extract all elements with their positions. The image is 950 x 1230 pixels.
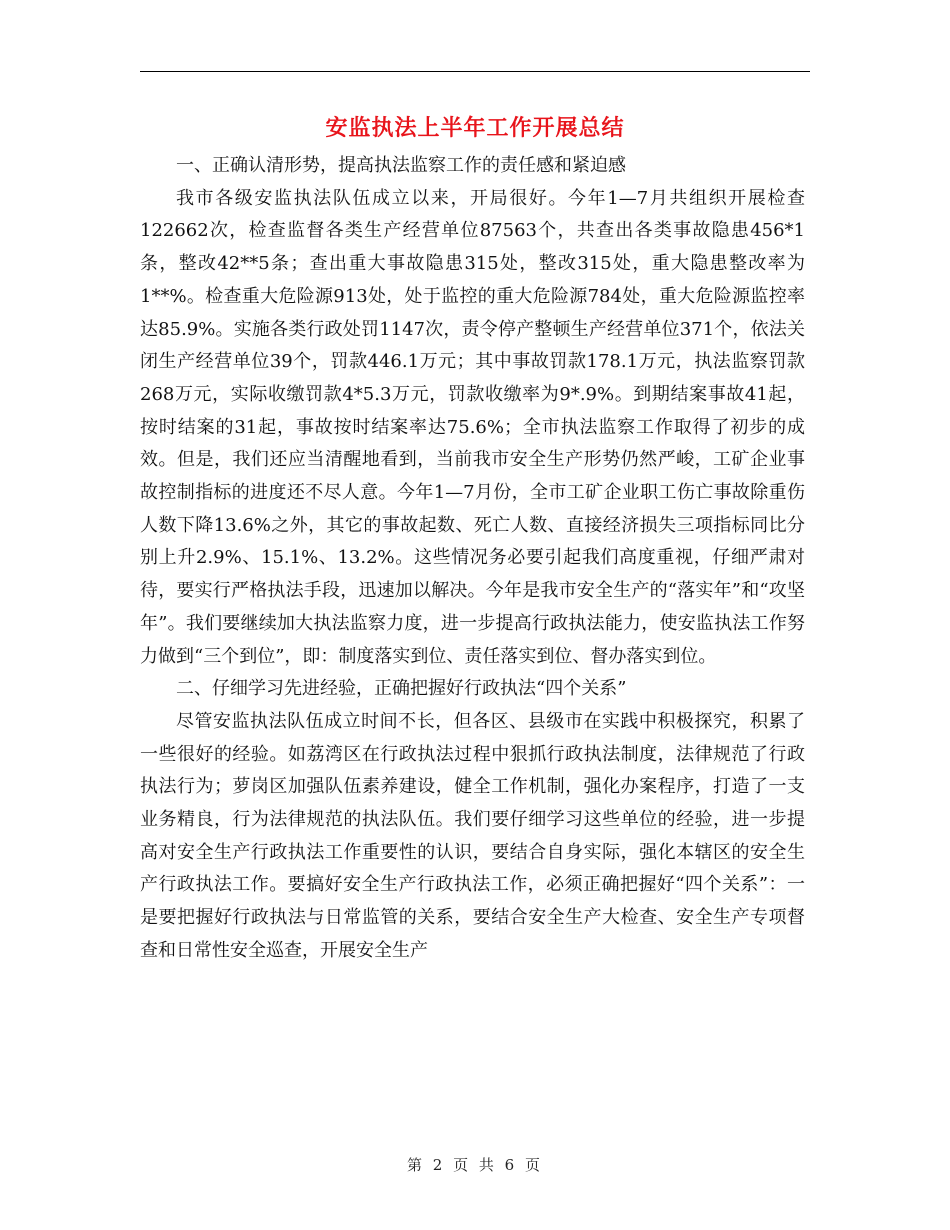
section-heading-1: 一、正确认清形势，提高执法监察工作的责任感和紧迫感: [176, 155, 626, 176]
header-rule: [140, 71, 810, 72]
paragraph-1: 我市各级安监执法队伍成立以来，开局很好。今年1—7月共组织开展检查122662次，检查监督各类生产经营单位87563个，共查出各类事故隐患456*1条，整改42**5条；查出重大事故隐患315处，整改315处，重大隐患整改率为1**%。检查重大危险源913处，处于监控的重大危险源784处，重大危险源监控率达85.9%。实施各类行政处罚1147次，责令停产整顿生产经营单位371个，依法关闭生产经营单位39个，罚款446.1万元；其中事故罚款178.1万元，执法监察罚款268万元，实际收缴罚款4*5.3万元，罚款收缴率为9*.9%。到期结案事故41起，按时结案的31起，事故按时结案率达75.6%；全市执法监察工作取得了初步的成效。但是，我们还应当清醒地看到，当前我市安全生产形势仍然严峻，工矿企业事故控制指标的进度还不尽人意。今年1—7月份，全市工矿企业职工伤亡事故除重伤人数下降13.6%之外，其它的事故起数、死亡人数、直接经济损失三项指标同比分别上升2.9%、15.1%、13.2%。这些情况务必要引起我们高度重视，仔细严肃对待，要实行严格执法手段，迅速加以解决。今年是我市安全生产的“落实年”和“攻坚年”。我们要继续加大执法监察力度，进一步提高行政执法能力，使安监执法工作努力做到“三个到位”，即：制度落实到位、责任落实到位、督办落实到位。: [140, 187, 805, 667]
section-heading-2: 二、仔细学习先进经验，正确把握好行政执法“四个关系”: [176, 678, 627, 700]
document-title: 安监执法上半年工作开展总结: [325, 115, 625, 141]
paragraph-2: 尽管安监执法队伍成立时间不长，但各区、县级市在实践中积极探究，积累了一些很好的经验。如荔湾区在行政执法过程中狠抓行政执法制度，法律规范了行政执法行为；萝岗区加强队伍素养建设，健全工作机制，强化办案程序，打造了一支业务精良，行为法律规范的执法队伍。我们要仔细学习这些单位的经验，进一步提高对安全生产行政执法工作重要性的认识，要结合自身实际，强化本辖区的安全生产行政执法工作。要搞好安全生产行政执法工作，必须正确把握好“四个关系”：一是要把握好行政执法与日常监管的关系，要结合安全生产大检查、安全生产专项督查和日常性安全巡查，开展安全生产: [140, 710, 805, 961]
document-body: [140, 150, 805, 968]
page-number: 第 2 页 共 6 页: [407, 1156, 543, 1174]
